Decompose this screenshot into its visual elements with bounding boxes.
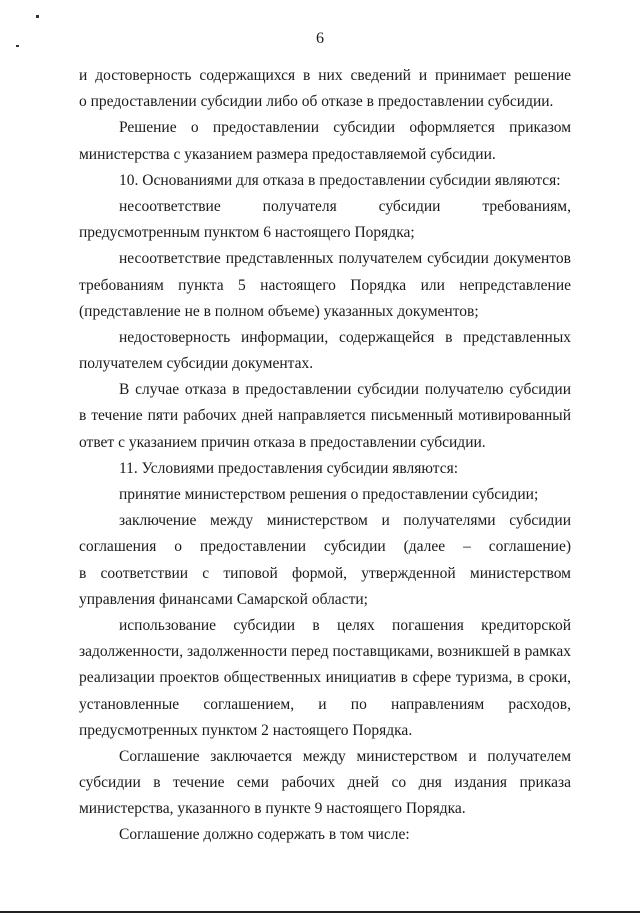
text-line: несоответствие получателя субсидии требованиям, <box>119 197 571 215</box>
text-line: (представление не в полном объеме) указанных документов; <box>79 302 479 320</box>
text-line: требованиям пункта 5 настоящего Порядка или непредставление <box>79 276 571 294</box>
text-line: предусмотренных пунктом 2 настоящего Порядка. <box>79 721 413 739</box>
text-line: о предоставлении субсидии либо об отказе в предоставлении субсидии. <box>79 93 554 111</box>
text-line: недостоверность информации, содержащейся в представленных <box>119 328 571 346</box>
text-line: задолженности, задолженности перед поставщиками, возникшей в рамках <box>79 643 571 661</box>
text-line: субсидии в течение семи рабочих дней со дня издания приказа <box>79 774 571 792</box>
text-line: Решение о предоставлении субсидии оформляется приказом <box>119 119 571 137</box>
text-line: Соглашение заключается между министерством и получателем <box>119 747 571 765</box>
text-line: в соответствии с типовой формой, утвержденной министерством <box>79 564 571 582</box>
text-line: несоответствие представленных получателем субсидии документов <box>119 250 571 268</box>
text-line: управления финансами Самарской области; <box>79 590 368 608</box>
text-line: получателем субсидии документах. <box>79 355 314 373</box>
text-line: 10. Основаниями для отказа в предоставлении субсидии являются: <box>119 171 561 189</box>
text-line: принятие министерством решения о предоставлении субсидии; <box>119 486 539 503</box>
text-line: В случае отказа в предоставлении субсидии получателю субсидии <box>119 381 571 399</box>
document-body <box>79 63 571 849</box>
text-line: заключение между министерством и получателями субсидии <box>119 512 571 530</box>
text-line: и достоверность содержащихся в них сведений и принимает решение <box>79 67 571 84</box>
text-line: реализации проектов общественных инициатив в сфере туризма, в сроки, <box>79 669 571 687</box>
text-line: 11. Условиями предоставления субсидии являются: <box>119 459 459 477</box>
text-line: министерства с указанием размера предоставляемой субсидии. <box>79 145 496 163</box>
text-line: предусмотренным пунктом 6 настоящего Порядка; <box>79 224 415 242</box>
page-number: 6 <box>316 30 324 47</box>
page-bottom-edge <box>0 911 640 913</box>
scan-mark <box>36 15 39 18</box>
text-line: Соглашение должно содержать в том числе: <box>119 826 410 844</box>
text-line: установленные соглашением, и по направлениям расходов, <box>79 695 571 713</box>
text-line: министерства, указанного в пункте 9 настоящего Порядка. <box>79 800 466 818</box>
text-line: ответ с указанием причин отказа в предоставлении субсидии. <box>79 433 486 451</box>
text-line: соглашения о предоставлении субсидии (далее – соглашение) <box>79 538 571 556</box>
text-line: использование субсидии в целях погашения кредиторской <box>119 616 571 634</box>
text-line: в течение пяти рабочих дней направляется письменный мотивированный <box>79 407 571 425</box>
